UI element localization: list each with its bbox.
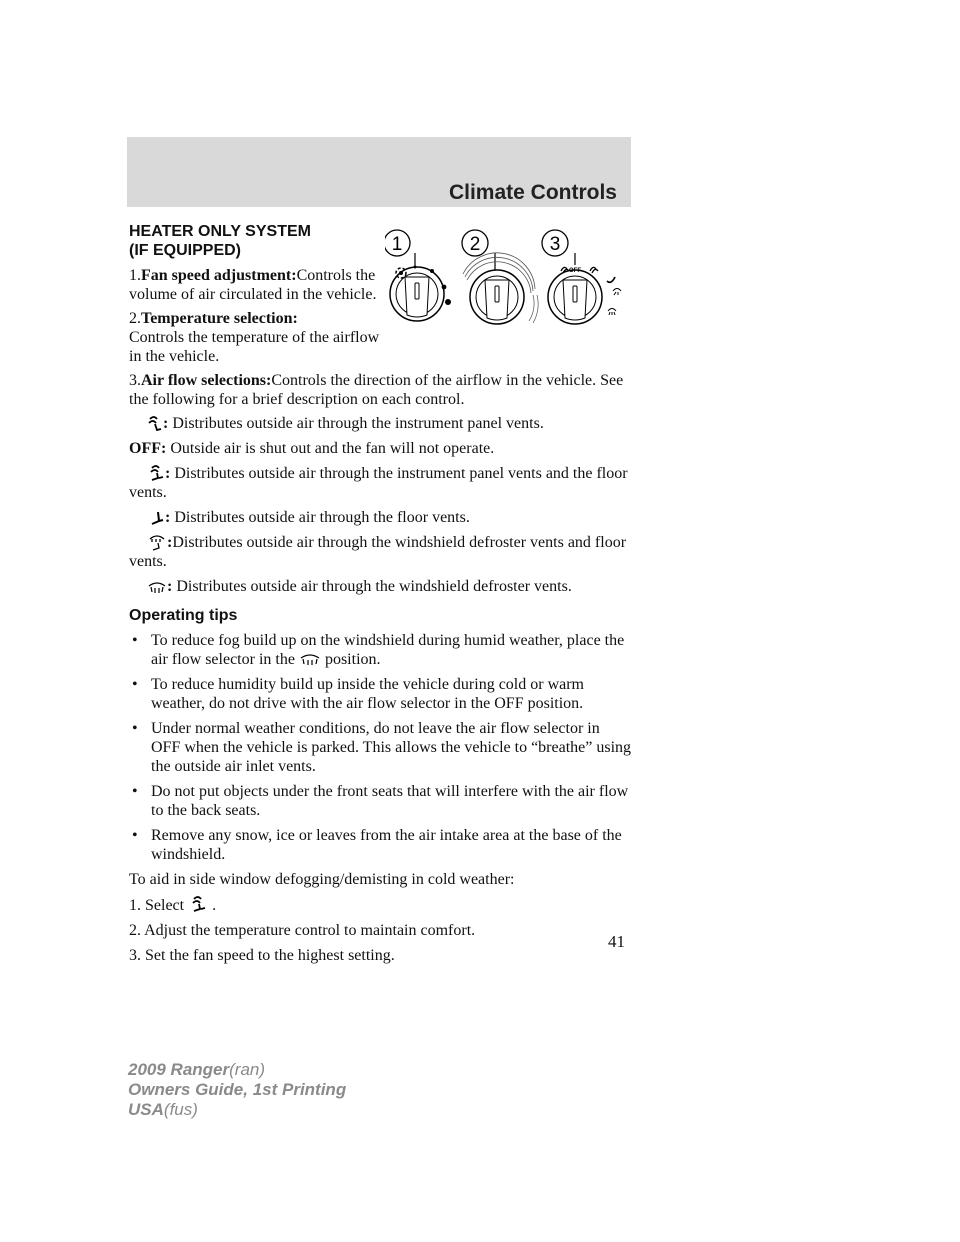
mode-off: OFF: Outside air is shut out and the fan will not operate. xyxy=(129,440,495,457)
section-title-line2: (IF EQUIPPED) xyxy=(129,242,242,259)
defog-step-1: 1. Select . xyxy=(129,897,217,914)
section-title-line1: HEATER ONLY SYSTEM xyxy=(129,223,311,240)
defrost-icon xyxy=(297,653,323,667)
item-label: Air flow selections: xyxy=(141,372,272,389)
header-band xyxy=(127,137,631,207)
defog-step-2: 2. Adjust the temperature control to maintain comfort. xyxy=(129,922,476,939)
item-label: Temperature selection: xyxy=(141,310,298,327)
list-item: • Remove any snow, ice or leaves from the air intake area at the base of the windshield. xyxy=(132,827,622,863)
operating-tips-heading: Operating tips xyxy=(129,607,238,624)
intro-block xyxy=(129,222,381,366)
mode-floor: : Distributes outside air through the floor vents. xyxy=(129,508,633,527)
section-title xyxy=(129,222,381,260)
panel-floor-icon xyxy=(186,895,210,913)
defog-step-3: 3. Set the fan speed to the highest setting. xyxy=(129,947,395,964)
mode-panel: : Distributes outside air through the instrument panel vents. xyxy=(129,414,633,433)
off-label: OFF xyxy=(569,268,581,274)
mode-defrost: : Distributes outside air through the windshield defroster vents. xyxy=(129,577,633,596)
callout-1-number: 1 xyxy=(391,234,403,255)
mode-floor-defrost: :Distributes outside air through the windshield defroster vents and floor vents. xyxy=(129,534,627,570)
list-item: • To reduce humidity build up inside the vehicle during cold or warm weather, do not drive with the air flow selector in the OFF position. xyxy=(132,676,584,712)
floor-defrost-icon xyxy=(147,533,167,551)
item-airflow: 3.Air flow selections:Controls the direction of the airflow in the vehicle. See the following for a brief description on each control. xyxy=(129,372,624,408)
page-title: Climate Controls xyxy=(448,181,617,204)
item-fan-speed: 1.Fan speed adjustment:Controls the volume of air circulated in the vehicle. xyxy=(129,267,377,303)
defrost-icon xyxy=(147,581,167,595)
list-item: • To reduce fog build up on the windshield during humid weather, place the air flow selector in the position. xyxy=(132,632,625,668)
operating-tips-list xyxy=(129,631,633,864)
page-content xyxy=(129,222,633,971)
panel-vent-icon xyxy=(147,414,163,432)
callout-2-number: 2 xyxy=(469,234,481,255)
panel-floor-icon xyxy=(147,464,165,482)
list-item: • Do not put objects under the front seats that will interfere with the air flow to the back seats. xyxy=(132,783,629,819)
floor-icon xyxy=(147,508,165,526)
mode-panel-floor: : Distributes outside air through the instrument panel vents and the floor vents. xyxy=(129,465,628,501)
item-label: Fan speed adjustment: xyxy=(141,267,297,284)
item-temperature: 2.Temperature selection: Controls the temperature of the airflow in the vehicle. xyxy=(129,310,380,365)
callout-3-number: 3 xyxy=(549,234,561,255)
footer-imprint: 2009 Ranger(ran) Owners Guide, 1st Printing USA(fus) xyxy=(128,1060,347,1119)
list-item: • Under normal weather conditions, do not leave the air flow selector in OFF when the vehicle is parked. This allows the vehicle to “breathe” using the outside air inlet vents. xyxy=(132,720,632,775)
defog-intro: To aid in side window defogging/demisting in cold weather: xyxy=(129,871,515,888)
page-number: 41 xyxy=(608,932,625,951)
